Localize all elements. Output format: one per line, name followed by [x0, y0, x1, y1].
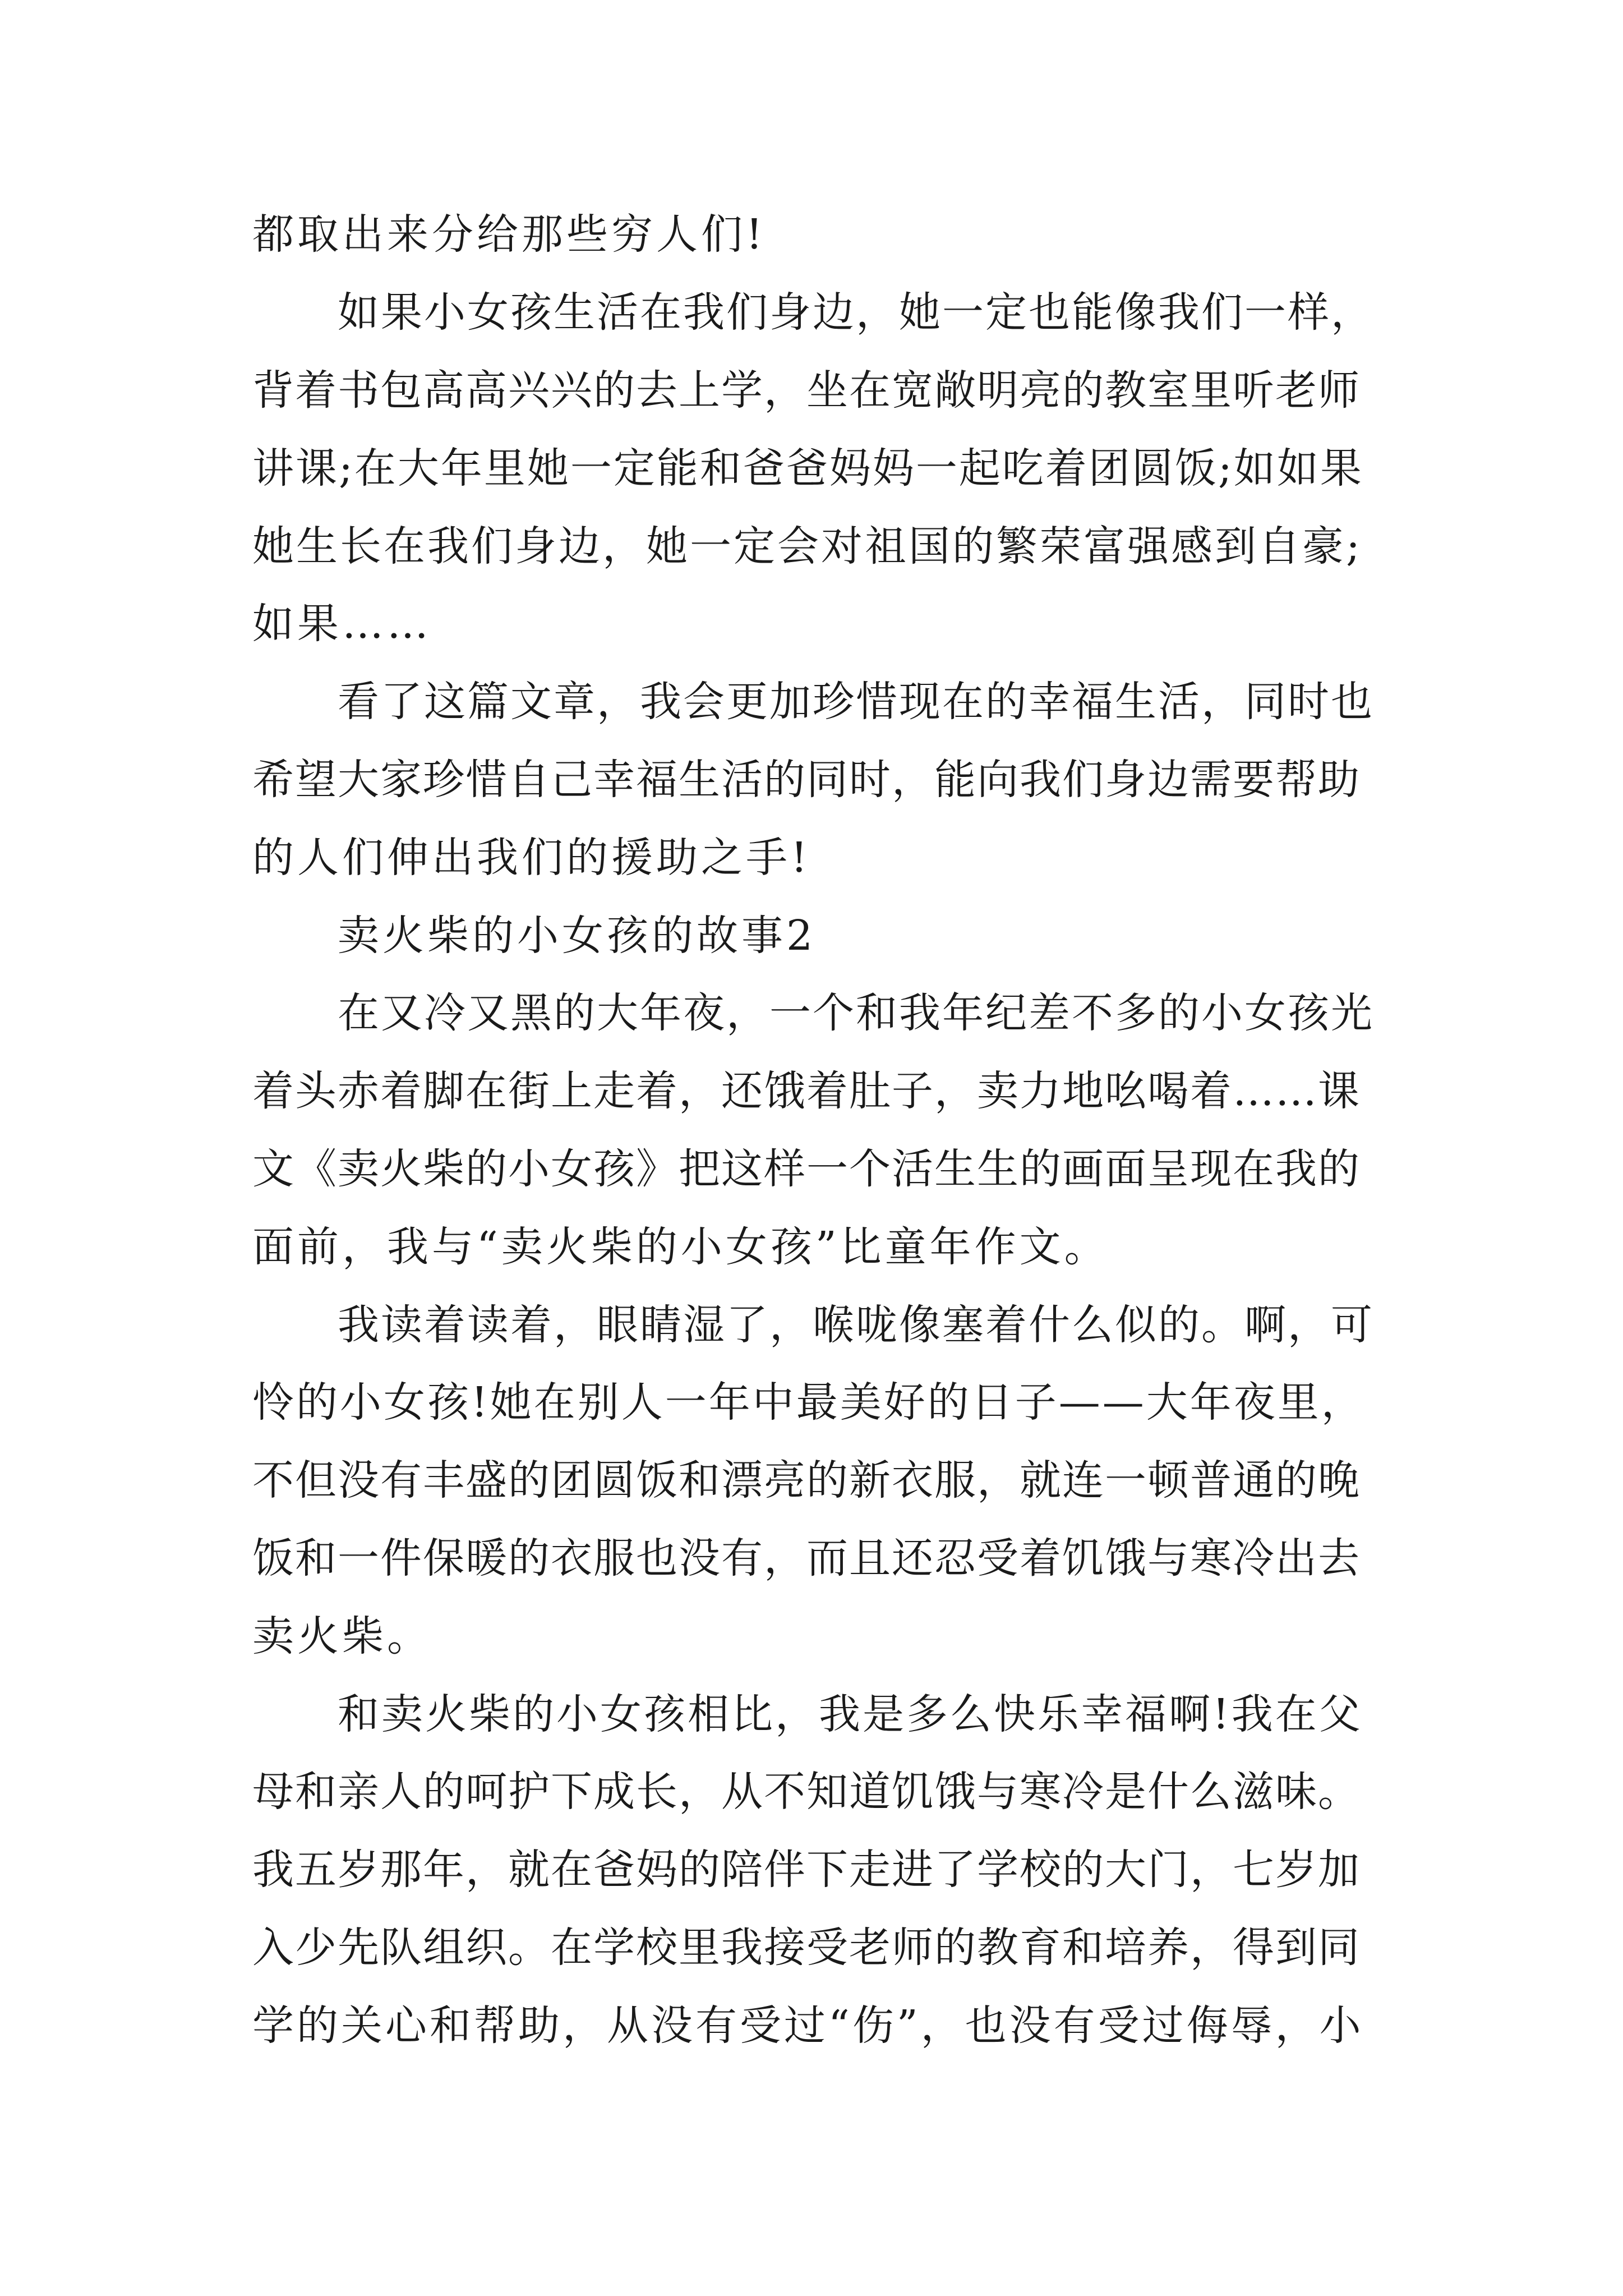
text-line: 如果……	[252, 600, 432, 648]
paragraph-start-line: 在又冷又黑的大年夜，一个和我年纪差不多的小女孩光	[338, 989, 1374, 1037]
text-line: 背着书包高高兴兴的去上学，坐在宽敞明亮的教室里听老师	[252, 366, 1361, 415]
text-line: 我五岁那年，就在爸妈的陪伴下走进了学校的大门，七岁加	[252, 1846, 1361, 1894]
text-line: 入少先队组织。在学校里我接受老师的教育和培养，得到同	[252, 1924, 1361, 1972]
text-line: 的人们伸出我们的援助之手!	[252, 834, 811, 882]
text-line: 都取出来分给那些穷人们!	[252, 210, 766, 259]
text-line: 饭和一件保暖的衣服也没有，而且还忍受着饥饿与寒冷出去	[252, 1534, 1361, 1582]
paragraph-start-line: 和卖火柴的小女孩相比，我是多么快乐幸福啊!我在父	[338, 1690, 1363, 1738]
text-line: 不但没有丰盛的团圆饭和漂亮的新衣服，就连一顿普通的晚	[252, 1456, 1361, 1504]
paragraph-start-line: 我读着读着，眼睛湿了，喉咙像塞着什么似的。啊，可	[338, 1301, 1374, 1349]
text-line: 希望大家珍惜自己幸福生活的同时，能向我们身边需要帮助	[252, 756, 1361, 804]
text-line: 讲课;在大年里她一定能和爸爸妈妈一起吃着团圆饭;如如果	[252, 444, 1363, 493]
text-line: 卖火柴。	[252, 1612, 432, 1660]
text-line: 学的关心和帮助，从没有受过“伤”，也没有受过侮辱，小	[252, 2001, 1364, 2050]
text-line: 面前，我与“卖火柴的小女孩”比童年作文。	[252, 1223, 1109, 1271]
paragraph-start-line: 如果小女孩生活在我们身边，她一定也能像我们一样，	[338, 288, 1374, 337]
text-line: 怜的小女孩!她在别人一年中最美好的日子——大年夜里，	[252, 1378, 1365, 1427]
text-line: 文《卖火柴的小女孩》把这样一个活生生的画面呈现在我的	[252, 1145, 1361, 1193]
paragraph-start-line: 看了这篇文章，我会更加珍惜现在的幸福生活，同时也	[338, 678, 1374, 726]
text-line: 母和亲人的呵护下成长，从不知道饥饿与寒冷是什么滋味。	[252, 1768, 1361, 1816]
section-heading: 卖火柴的小女孩的故事2	[338, 912, 817, 960]
text-line: 她生长在我们身边，她一定会对祖国的繁荣富强感到自豪;	[252, 522, 1362, 570]
text-line: 着头赤着脚在街上走着，还饿着肚子，卖力地吆喝着……课	[252, 1067, 1361, 1115]
